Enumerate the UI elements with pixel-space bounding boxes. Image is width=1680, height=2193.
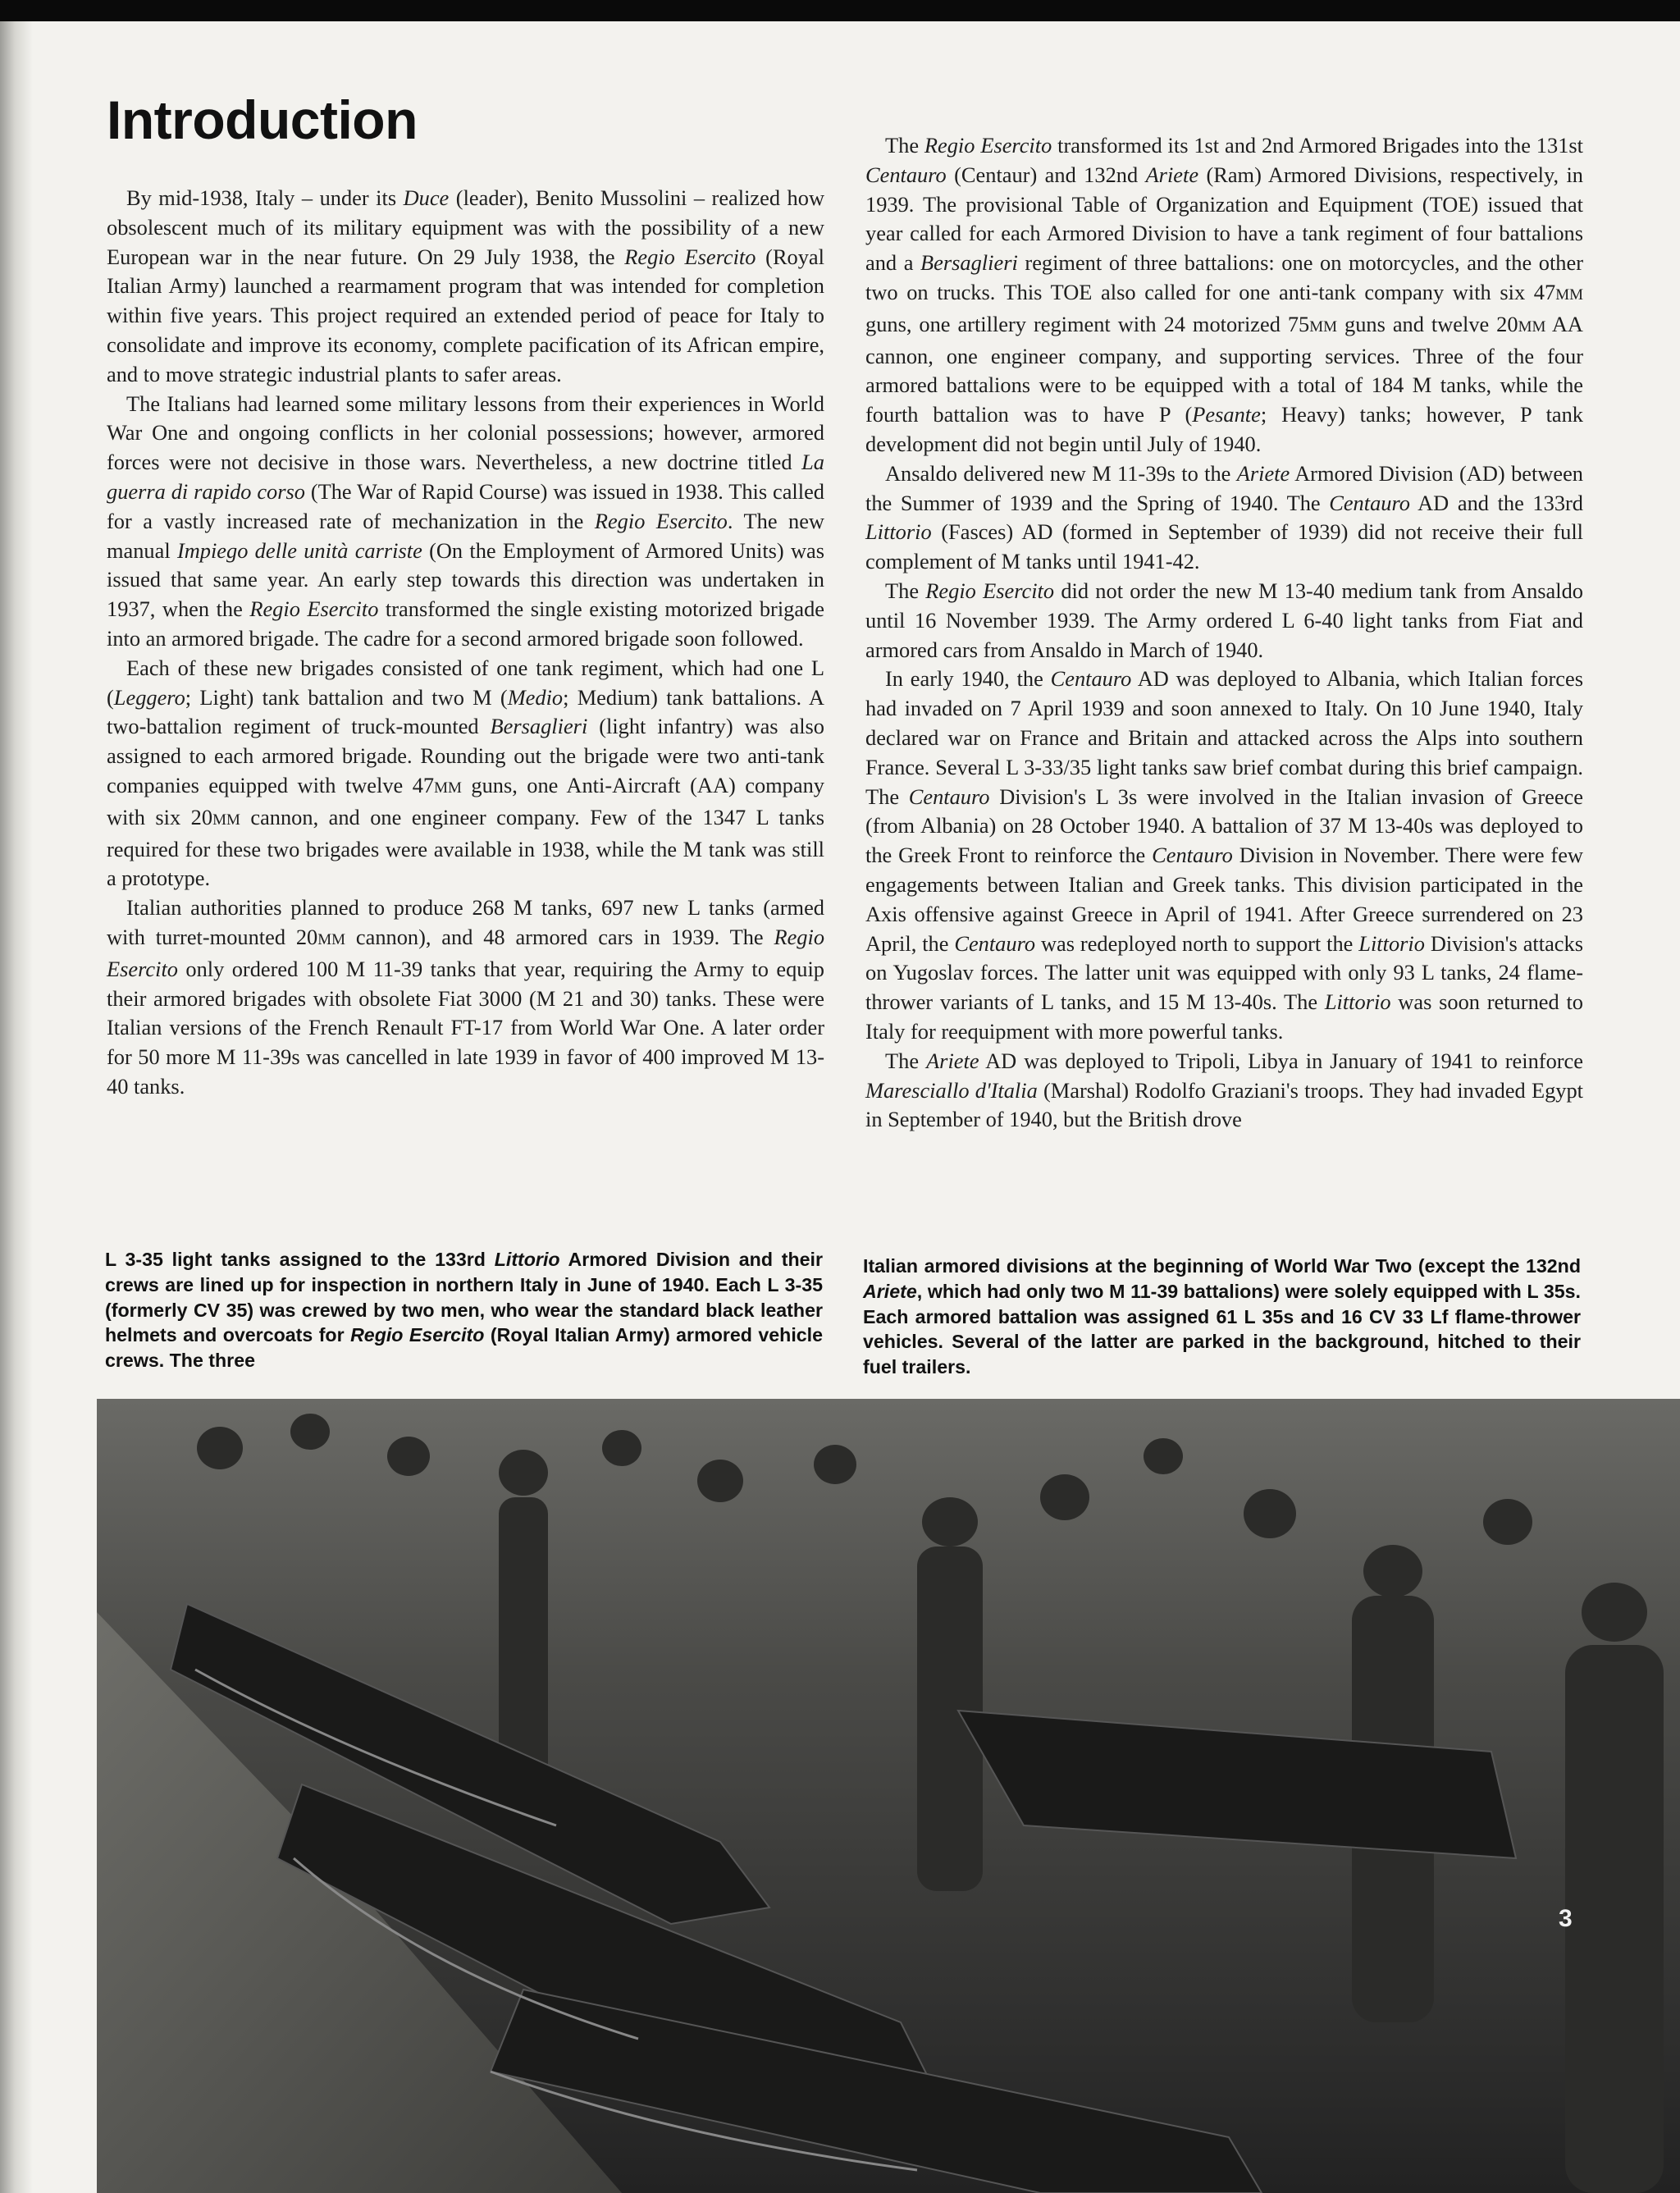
paragraph: The Ariete AD was deployed to Tripoli, Libya in January of 1941 to reinforce Maresciallo d'Italia (Marshal) Rodolfo Graziani's troops. They had invaded Egypt in September of 1940, but the British drove [865,1048,1583,1132]
text-column-right [865,131,1583,1135]
paragraph: Each of these new brigades consisted of one tank regiment, which had one L (Leggero; Light) tank battalion and two M (Medio; Medium) tank battalions. A two-battalion regiment of truck-mounted Bersaglieri (light infantry) was also assigned to each armored brigade. Rounding out the brigade were two anti-tank companies equipped with twelve 47MM guns, one Anti-Aircraft (AA) company with six 20MM cannon, and one engineer company. Few of the 1347 L tanks required for these two brigades were available in 1938, while the M tank was still a prototype. [107,655,824,891]
text-column-left [107,184,824,1102]
tank-lineup-photo [97,1399,1680,2193]
paragraph: The Regio Esercito transformed its 1st and 2nd Armored Brigades into the 131st Centauro (Centaur) and 132nd Ariete (Ram) Armored Divisions, respectively, in 1939. The provisional Table of Organization and Equipment (TOE) issued that year called for each Armored Division to have a tank regiment of four battalions and a Bersaglieri regiment of three battalions: one on motorcycles, and the other two on trucks. This TOE also called for one anti-tank company with six 47MM guns, one artillery regiment with 24 motorized 75MM guns and twelve 20MM AA cannon, one engineer company, and supporting services. Three of the four armored battalions were to be equipped with a total of 184 M tanks, while the fourth battalion was to have P (Pesante; Heavy) tanks; however, P tank development did not begin until July of 1940. [865,133,1584,456]
paragraph: By mid-1938, Italy – under its Duce (leader), Benito Mussolini – realized how obsolescent much of its military equipment was with the possibility of a new European war in the near future. On 29 July 1938, the Regio Esercito (Royal Italian Army) launched a rearmament program that was intended for completion within five years. This project required an extended period of peace for Italy to consolidate and improve its economy, complete pacification of its African empire, and to move strategic industrial plants to safer areas. [107,185,825,386]
photo-caption-left: L 3-35 light tanks assigned to the 133rd Littorio Armored Division and their crews are lined up for inspection in northern Italy in June of 1940. Each L 3-35 (formerly CV 35) was crewed by two men, who wear the standard black leather helmets and overcoats for Regio Esercito (Royal Italian Army) armored vehicle crews. The three [105,1249,824,1372]
page-number: 3 [1559,1905,1573,1932]
paragraph: In early 1940, the Centauro AD was deployed to Albania, which Italian forces had invaded on 7 April 1939 and soon annexed to Italy. On 10 June 1940, Italy declared war on France and Britain and attacked across the Alps into southern France. Several L 3-33/35 light tanks saw brief combat during this brief campaign. The Centauro Division's L 3s were involved in the Italian invasion of Greece (from Albania) on 28 October 1940. A battalion of 37 M 13-40s was deployed to the Greek Front to reinforce the Centauro Division in November. There were few engagements between Italian and Greek tanks. This division participated in the Axis offensive against Greece in April of 1941. After Greece surrendered on 23 April, the Centauro was redeployed north to support the Littorio Division's attacks on Yugoslav forces. The latter unit was equipped with only 93 L tanks, 24 flame-thrower variants of L tanks, and 15 M 13-40s. The Littorio was soon returned to Italy for reequipment with more powerful tanks. [865,666,1583,1044]
photo-caption-right: Italian armored divisions at the beginning of World War Two (except the 132nd Ariete, which had only two M 11-39 battalions) were solely equipped with L 35s. Each armored battalion was assigned 61 L 35s and 16 CV 33 Lf flame-thrower vehicles. Several of the latter are parked in the background, hitched to their fuel trailers. [863,1255,1581,1378]
paragraph: Italian authorities planned to produce 268 M tanks, 697 new L tanks (armed with turret-mounted 20MM cannon), and 48 armored cars in 1939. The Regio Esercito only ordered 100 M 11-39 tanks that year, requiring the Army to equip their armored brigades with obsolete Fiat 3000 (M 21 and 30) tanks. These were Italian versions of the French Renault FT-17 from World War One. A later order for 50 more M 11-39s was cancelled in late 1939 in favor of 400 improved M 13-40 tanks. [107,895,825,1099]
paragraph: The Italians had learned some military lessons from their experiences in World War One and ongoing conflicts in her colonial possessions; however, armored forces were not decisive in those wars. Nevertheless, a new doctrine titled La guerra di rapido corso (The War of Rapid Course) was issued in 1938. This called for a vastly increased rate of mechanization in the Regio Esercito. The new manual Impiego delle unità carriste (On the Employment of Armored Units) was issued that same year. An early step towards this direction was undertaken in 1937, when the Regio Esercito transformed the single existing motorized brigade into an armored brigade. The cadre for a second armored brigade soon followed. [107,391,824,651]
page-spine-shadow [0,21,33,2193]
page-title: Introduction [107,89,418,150]
paragraph: The Regio Esercito did not order the new M 13-40 medium tank from Ansaldo until 16 November 1939. The Army ordered L 6-40 light tanks from Fiat and armored cars from Ansaldo in March of 1940. [865,578,1583,662]
scan-top-band [0,0,1680,21]
paragraph: Ansaldo delivered new M 11-39s to the Ariete Armored Division (AD) between the Summer of 1939 and the Spring of 1940. The Centauro AD and the 133rd Littorio (Fasces) AD (formed in September of 1939) did not receive their full complement of M tanks until 1941-42. [865,460,1584,574]
